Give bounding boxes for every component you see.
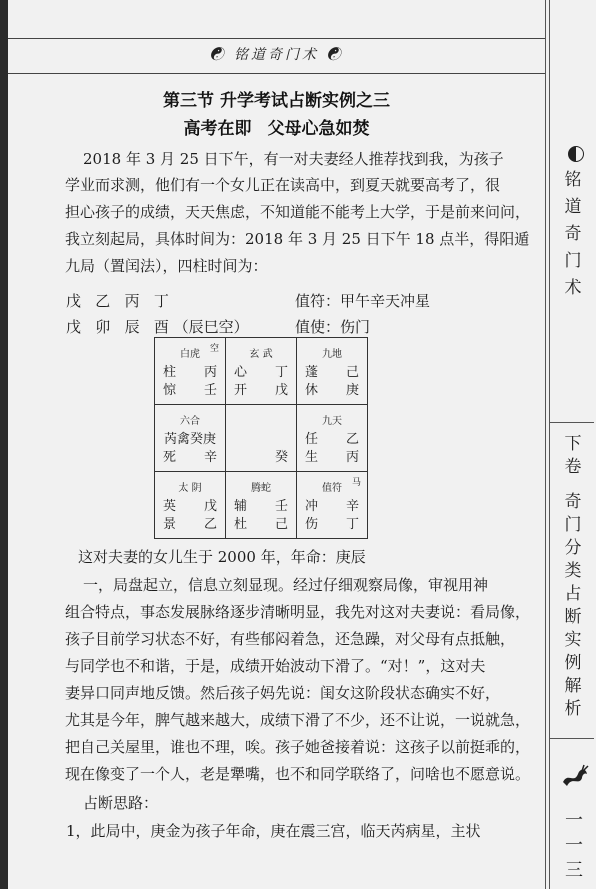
qimen-chart	[154, 337, 368, 539]
palace-heaven-stem: 乙	[345, 432, 359, 447]
intro-line: 九局（置闰法），四柱时间为：	[65, 257, 268, 275]
sidebar-volume-char: 析	[564, 699, 582, 719]
chart-palace	[297, 405, 368, 472]
body-line: 组合特点，事态发展脉络逐步清晰明显，我先对这对夫妻说：看局像，	[65, 603, 531, 621]
chart-palace	[155, 338, 226, 405]
sidebar-volume-char: 分	[564, 538, 582, 558]
sidebar-volume-char: 断	[564, 607, 582, 627]
palace-god: 九天	[322, 416, 342, 427]
palace-door: 伤	[305, 517, 319, 532]
palace-god: 玄 武	[249, 349, 273, 360]
body-line: 孩子目前学习状态不好，有些郁闷着急，还急躁，对父母有点抵触，	[65, 630, 516, 648]
sidebar-volume-char: 实	[564, 630, 582, 650]
palace-door: 景	[163, 517, 177, 532]
section-subtitle: 高考在即 父母心急如焚	[183, 119, 370, 139]
intro-line: 2018 年 3 月 25 日下午，有一对夫妻经人推荐找到我，为孩子	[83, 150, 504, 168]
palace-god: 腾蛇	[251, 483, 271, 494]
sidebar-title-char: 术	[564, 278, 582, 298]
palace-door: 死	[163, 450, 177, 465]
running-header	[8, 44, 545, 64]
sidebar-rule-2	[549, 738, 594, 739]
sidebar-volume-char: 类	[564, 561, 582, 581]
palace-heaven-stem: 丙	[203, 365, 217, 380]
chart-row	[155, 338, 368, 405]
sidebar-divider	[545, 0, 546, 889]
dragon-icon	[560, 762, 590, 790]
chart-palace	[226, 472, 297, 539]
palace-star: 蓬	[305, 365, 319, 380]
sidebar-volume-char: 解	[564, 676, 582, 696]
book-page	[8, 0, 596, 889]
page-number-char: 一	[565, 835, 583, 856]
page-number-char: 一	[565, 810, 583, 831]
palace-mark: 空	[209, 344, 219, 354]
body-line: 占断思路：	[83, 794, 159, 812]
palace-heaven-stem: 辛	[345, 499, 359, 514]
palace-star: 心	[234, 365, 248, 380]
palace-star: 任	[305, 432, 319, 447]
palace-earth-stem: 辛	[203, 450, 217, 465]
body-line: 把自己关屋里，谁也不理，唉。孩子她爸接着说：这孩子以前挺乖的，	[65, 738, 531, 756]
sidebar-title-char: 奇	[564, 224, 582, 244]
palace-star: 英	[163, 499, 177, 514]
palace-heaven-stem: 戊	[203, 499, 217, 514]
chart-palace	[297, 338, 368, 405]
yin-yang-icon: ☯	[209, 47, 227, 63]
sidebar-volume-char: 奇	[564, 492, 582, 512]
sidebar-divider-inner	[549, 0, 550, 889]
sidebar-volume-char: 例	[564, 653, 582, 673]
sidebar-title-char: 道	[564, 197, 582, 217]
sidebar-rule	[549, 422, 594, 423]
palace-door: 杜	[234, 517, 248, 532]
pillars-row-1-note: 值符：甲午辛天冲星	[295, 292, 431, 310]
sidebar-title-char: 铭	[564, 170, 582, 190]
sidebar-volume-char: 门	[564, 515, 582, 535]
palace-heaven-stem: 丁	[274, 365, 288, 380]
body-line: 这对夫妻的女儿生于 2000 年，年命：庚辰	[78, 548, 366, 566]
palace-star: 冲	[305, 499, 319, 514]
palace-door: 开	[234, 383, 248, 398]
sidebar-book-title	[558, 168, 588, 303]
palace-earth-stem: 癸	[274, 450, 288, 465]
sidebar-volume-title	[558, 432, 588, 720]
body-line: 妻异口同声地反馈。然后孩子妈先说：闺女这阶段状态确实不好，	[65, 684, 501, 702]
palace-god: 九地	[322, 349, 342, 360]
palace-earth-stem: 丁	[345, 517, 359, 532]
chart-palace	[226, 405, 297, 472]
palace-earth-stem: 丙	[345, 450, 359, 465]
chart-row	[155, 405, 368, 472]
palace-heaven-stem: 壬	[274, 499, 288, 514]
palace-star: 辅	[234, 499, 248, 514]
body-line: 一，局盘起立，信息立刻显现。经过仔细观察局像，审视用神	[83, 576, 489, 594]
palace-mark: 马	[351, 478, 361, 488]
palace-earth-stem: 乙	[203, 517, 217, 532]
pillars-row-1: 戊 乙 丙 丁	[66, 292, 169, 310]
header-rule-top	[8, 38, 545, 39]
yin-yang-icon: ☯	[326, 47, 344, 63]
body-line: 尤其是今年，脾气越来越大，成绩下滑了不少，还不让说，一说就急，	[65, 711, 531, 729]
palace-heaven-stem: 己	[345, 365, 359, 380]
chart-palace	[155, 405, 226, 472]
sidebar-volume-char: 下	[564, 434, 582, 454]
palace-door: 休	[305, 383, 319, 398]
pillars-row-2-note: 值使：伤门	[295, 318, 371, 336]
body-line: 与同学也不和谐，于是，成绩开始波动下滑了。“对！”，这对夫	[65, 657, 486, 675]
body-line: 1，此局中，庚金为孩子年命，庚在震三宫，临天芮病星，主状	[66, 822, 481, 840]
palace-god: 六合	[180, 416, 200, 427]
chart-palace	[226, 338, 297, 405]
palace-door: 生	[305, 450, 319, 465]
palace-god: 白虎	[180, 349, 200, 360]
page-number-char: 三	[565, 860, 583, 881]
palace-star: 柱	[163, 365, 177, 380]
chart-row	[155, 472, 368, 539]
sidebar-title-char: 门	[564, 251, 582, 271]
palace-door: 惊	[163, 383, 177, 398]
chart-palace	[155, 472, 226, 539]
palace-star-pair: 芮禽癸庚	[163, 432, 216, 447]
palace-earth-stem: 壬	[203, 383, 217, 398]
chart-palace	[297, 472, 368, 539]
palace-earth-stem: 庚	[345, 383, 359, 398]
intro-line: 我立刻起局，具体时间为：2018 年 3 月 25 日下午 18 点半，得阳遁	[65, 230, 530, 248]
header-rule-bottom	[8, 73, 545, 74]
intro-line: 担心孩子的成绩，天天焦虑，不知道能不能考上大学，于是前来问问，	[65, 203, 531, 221]
running-header-title: 铭道奇门术	[234, 47, 319, 63]
section-title: 第三节 升学考试占断实例之三	[163, 91, 390, 111]
page-number	[561, 808, 587, 883]
palace-earth-stem: 戊	[274, 383, 288, 398]
palace-earth-stem: 己	[274, 517, 288, 532]
pillars-row-2: 戊 卯 辰 酉 （辰巳空）	[66, 318, 249, 336]
yin-yang-icon	[568, 146, 584, 162]
sidebar-volume-char: 卷	[564, 457, 582, 477]
sidebar-volume-char: 占	[564, 584, 582, 604]
intro-line: 学业而求测，他们有一个女儿正在读高中，到夏天就要高考了，很	[65, 176, 501, 194]
palace-god: 太 阴	[178, 483, 202, 494]
body-line: 现在像变了一个人，老是犟嘴，也不和同学联络了，问啥也不愿意说。	[65, 765, 531, 783]
palace-god: 值符	[322, 483, 342, 494]
